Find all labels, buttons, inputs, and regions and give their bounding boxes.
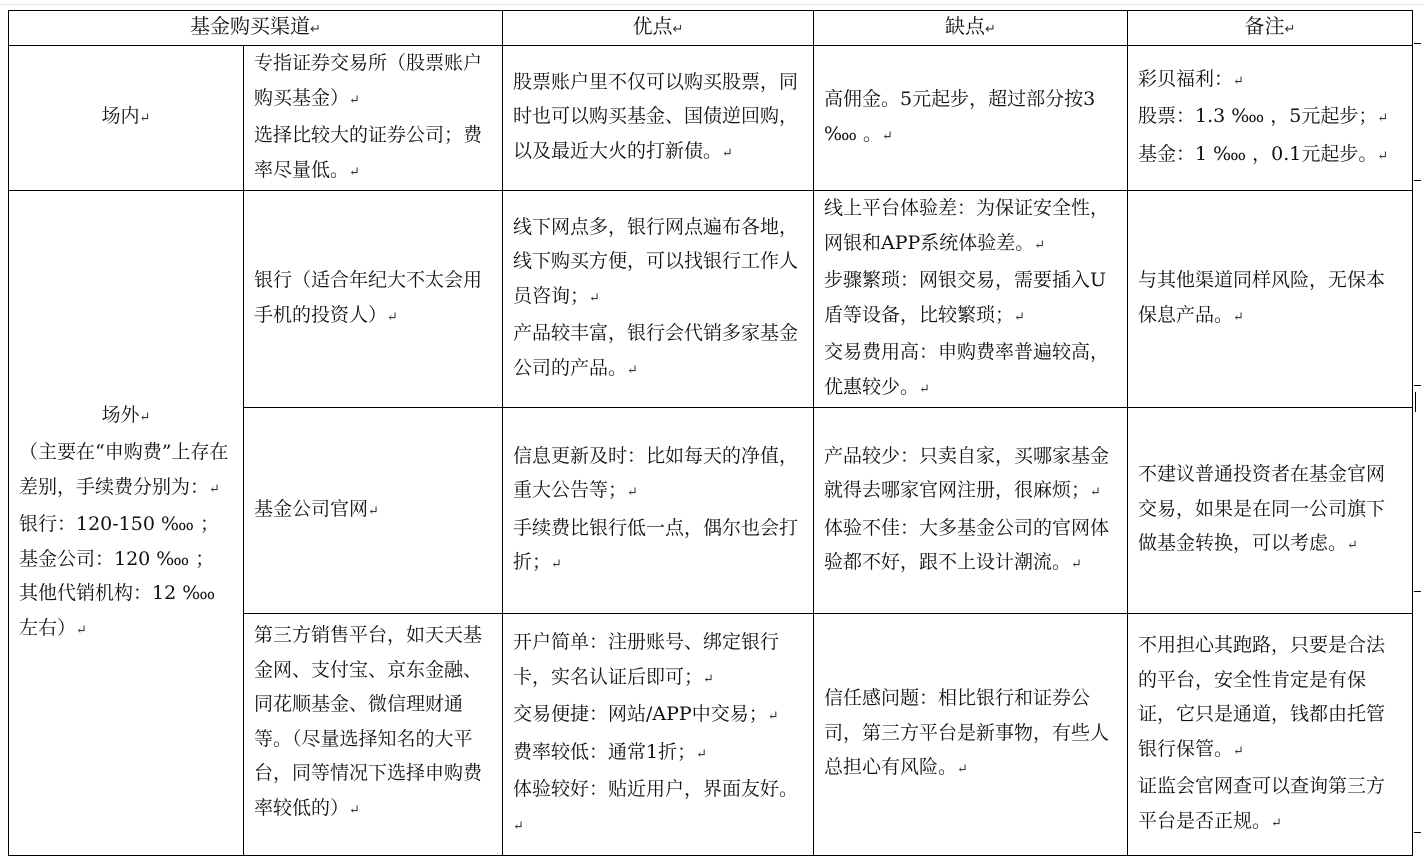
header-cons: 缺点↵ <box>814 11 1128 46</box>
cons-third-party: 信任感问题：相比银行和证券公司，第三方平台是新事物，有些人总担心有风险。↵ <box>814 614 1128 856</box>
table-header-row <box>9 11 1413 46</box>
notes-exchange: 彩贝福利：↵ 股票：1.3 ‱ ，5元起步；↵ 基金：1 ‱ ，0.1元起步。↵ <box>1128 46 1413 191</box>
row-end-marker <box>1414 591 1421 592</box>
top-rule <box>0 4 1423 5</box>
row-end-marker <box>1414 832 1421 833</box>
group-onsite: 场内↵ <box>9 46 244 191</box>
header-pros: 优点↵ <box>503 11 814 46</box>
cons-bank: 线上平台体验差：为保证安全性，网银和APP系统体验差。↵ 步骤繁琐：网银交易，需要插入U盾等设备，比较繁琐；↵ 交易费用高：申购费率普遍较高，优惠较少。↵ <box>814 191 1128 408</box>
channel-bank: 银行（适合年纪大不太会用手机的投资人）↵ <box>244 191 503 408</box>
cons-fundco: 产品较少：只卖自家，买哪家基金就得去哪家官网注册，很麻烦；↵ 体验不佳：大多基金公司的官网体验都不好，跟不上设计潮流。↵ <box>814 408 1128 614</box>
pros-third-party: 开户简单：注册账号、绑定银行卡，实名认证后即可；↵ 交易便捷：网站/APP中交易；↵ 费率较低：通常1折；↵ 体验较好：贴近用户，界面友好。↵ <box>503 614 814 856</box>
notes-fundco: 不建议普通投资者在基金官网交易，如果是在同一公司旗下做基金转换，可以考虑。↵ <box>1128 408 1413 614</box>
pros-exchange: 股票账户里不仅可以购买股票，同时也可以购买基金、国债逆回购，以及最近大火的打新债。↵ <box>503 46 814 191</box>
header-notes: 备注↵ <box>1128 11 1413 46</box>
table-row-onsite <box>9 46 1413 191</box>
row-end-marker <box>1414 43 1421 44</box>
channel-fundco: 基金公司官网↵ <box>244 408 503 614</box>
row-end-marker <box>1414 180 1421 181</box>
fund-channel-table <box>8 10 1413 856</box>
text-cursor <box>1415 392 1416 412</box>
table-row-bank <box>9 191 1413 408</box>
channel-exchange: 专指证券交易所（股票账户购买基金）↵ 选择比较大的证券公司；费率尽量低。↵ <box>244 46 503 191</box>
notes-bank: 与其他渠道同样风险，无保本保息产品。↵ <box>1128 191 1413 408</box>
row-end-markers <box>1413 0 1423 839</box>
pros-fundco: 信息更新及时：比如每天的净值，重大公告等；↵ 手续费比银行低一点，偶尔也会打折；↵ <box>503 408 814 614</box>
row-end-marker <box>1414 385 1421 386</box>
notes-third-party: 不用担心其跑路，只要是合法的平台，安全性肯定是有保证，它只是通道，钱都由托管银行保管。↵ 证监会官网查可以查询第三方平台是否正规。↵ <box>1128 614 1413 856</box>
cons-exchange: 高佣金。5元起步，超过部分按3 ‱ 。↵ <box>814 46 1128 191</box>
group-offsite: 场外↵ （主要在“申购费”上存在差别，手续费分别为：↵ 银行：120-150 ‱ ； 基金公司：120 ‱ ； 其他代销机构：12 ‱ 左右）↵ <box>9 191 244 856</box>
header-channel: 基金购买渠道↵ <box>9 11 503 46</box>
channel-third-party: 第三方销售平台，如天天基金网、支付宝、京东金融、同花顺基金、微信理财通等。（尽量选择知名的大平台，同等情况下选择申购费率较低的）↵ <box>244 614 503 856</box>
pros-bank: 线下网点多，银行网点遍布各地，线下购买方便，可以找银行工作人员咨询；↵ 产品较丰富，银行会代销多家基金公司的产品。↵ <box>503 191 814 408</box>
